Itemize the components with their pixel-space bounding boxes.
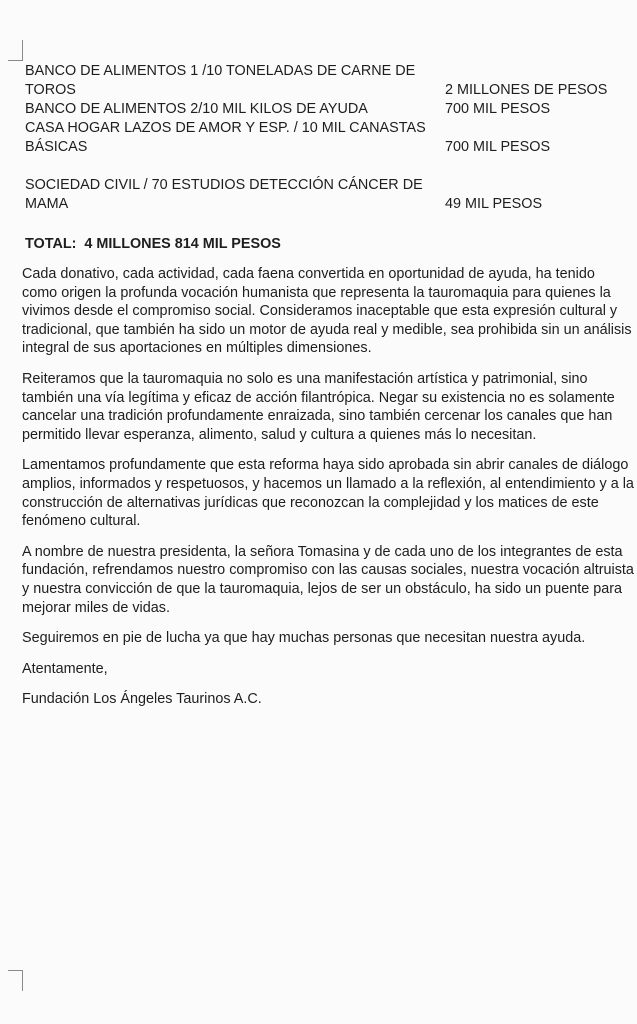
body-paragraph: Seguiremos en pie de lucha ya que hay muchas personas que necesitan nuestra ayuda. (22, 630, 586, 647)
donation-amount: 49 MIL PESOS (445, 196, 543, 212)
donation-label: BANCO DE ALIMENTOS 2/10 MIL KILOS DE AYUDA (25, 101, 368, 117)
page-corner-mark-bottom (8, 970, 23, 991)
donations-total: TOTAL: 4 MILLONES 814 MIL PESOS (25, 236, 281, 252)
donation-amount: 700 MIL PESOS (445, 139, 551, 155)
body-paragraph: A nombre de nuestra presidenta, la señora Tomasina y de cada uno de los integrantes de esta fundación, refrendamos nuestro compromiso con las causas sociales, nuestra vocación altruista y nuestra convicción de que la tauromaquia, lejos de ser un obstáculo, ha sido un puente para mejorar miles de vidas. (22, 543, 634, 616)
letter-body (22, 265, 634, 721)
closing-line: Atentamente, (22, 660, 108, 677)
body-paragraph: Lamentamos profundamente que esta reforma haya sido aprobada sin abrir canales de diálogo amplios, informados y respetuosos, y hacemos un llamado a la reflexión, al entendimiento y a la construcción de alternativas jurídicas que reconozcan la complejidad y los matices de este fenómeno cultural. (22, 457, 634, 530)
donation-label: CASA HOGAR LAZOS DE AMOR Y ESP. / 10 MIL CANASTAS BÁSICAS (25, 120, 426, 155)
donation-amount: 2 MILLONES DE PESOS (445, 82, 608, 98)
donation-row (25, 100, 625, 119)
donation-row (25, 62, 625, 100)
body-paragraph: Cada donativo, cada actividad, cada faena convertida en oportunidad de ayuda, ha tenido como origen la profunda vocación humanista que representa la tauromaquia para quienes la vivimos desde el compromiso social. Consideramos inaceptable que esta expresión cultural y tradicional, que también ha sido un motor de ayuda real y medible, sea prohibida sin un análisis integral de sus aportaciones en múltiples dimensiones. (22, 266, 632, 357)
signature-line: Fundación Los Ángeles Taurinos A.C. (22, 691, 262, 708)
donation-amount: 700 MIL PESOS (445, 101, 551, 117)
donation-label: SOCIEDAD CIVIL / 70 ESTUDIOS DETECCIÓN CÁNCER DE MAMA (25, 177, 423, 212)
donations-list (25, 62, 625, 214)
donation-row (25, 119, 625, 157)
donation-label: BANCO DE ALIMENTOS 1 /10 TONELADAS DE CARNE DE TOROS (25, 63, 416, 98)
page-corner-mark-top (8, 40, 23, 61)
donation-row (25, 176, 625, 214)
body-paragraph: Reiteramos que la tauromaquia no solo es una manifestación artística y patrimonial, sino también una vía legítima y eficaz de acción filantrópica. Negar su existencia no es solamente cancelar una tradición profundamente enraizada, sino también cercenar los canales que han permitido llevar esperanza, alimento, salud y cultura a quienes más lo necesitan. (22, 370, 615, 443)
